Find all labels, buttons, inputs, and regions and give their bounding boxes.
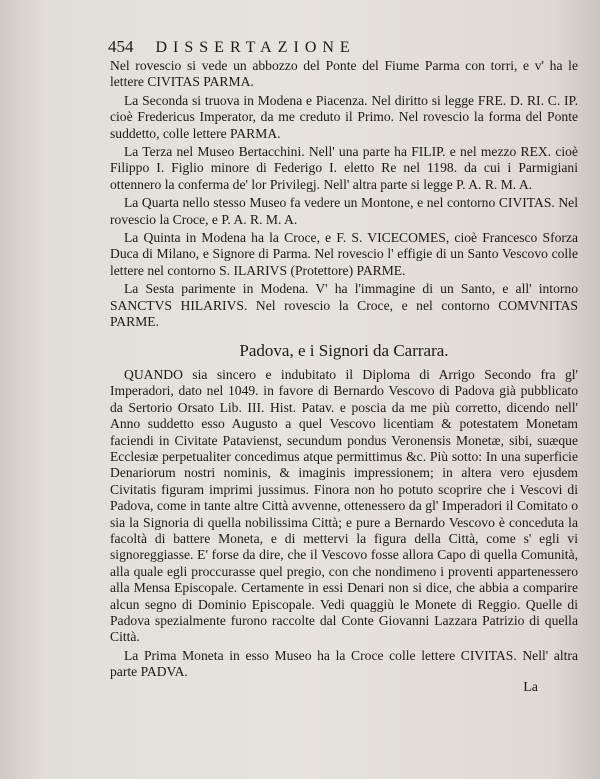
paragraph: La Sesta parimente in Modena. V' ha l'immagine di un Santo, e all' intorno SANCTVS HILARIVS. Nel rovescio la Croce, e nel contorno COMVNITAS PARME. (110, 281, 578, 330)
paragraph: La Seconda si truova in Modena e Piacenza. Nel diritto si legge FRE. D. RI. C. IP. cioè Fredericus Imperator, da me creduto il Primo. Nel rovescio la forma del Ponte suddetto, colle lettere PARMA. (110, 92, 578, 141)
section-title: Padova, e i Signori da Carrara. (239, 340, 449, 360)
paragraph: Nel rovescio si vede un abbozzo del Ponte del Fiume Parma con torri, e v' ha le lettere CIVITAS PARMA. (110, 58, 578, 90)
running-title: DISSERTAZIONE (155, 39, 356, 56)
paragraph: La Prima Moneta in esso Museo ha la Croce colle lettere CIVITAS. Nell' altra parte PADVA. (110, 647, 578, 680)
page-header (108, 37, 568, 59)
page-number: 454 (108, 37, 134, 56)
body-text (110, 58, 578, 683)
paragraph: La Terza nel Museo Bertacchini. Nell' una parte ha FILIP. e nel mezzo REX. cioè Filippo I. Figlio minore di Federigo I. eletto Re nel 1198. da cui i Parmigiani ottennero la conferma de' lor Privilegj. Nell' altra parte si legge P. A. R. M. A. (110, 144, 578, 192)
paragraph: La Quarta nello stesso Museo fa vedere un Montone, e nel contorno CIVITAS. Nel rovescio la Croce, e P. A. R. M. A. (110, 195, 578, 227)
catchword: La (523, 680, 538, 695)
paragraph: La Quinta in Modena ha la Croce, e F. S. VICECOMES, cioè Francesco Sforza Duca di Milano, e Signore di Parma. Nel rovescio l' effigie di un Santo Vescovo colle lettere nel contorno S. ILARIVS (Protettore) PARME. (110, 230, 578, 278)
paragraph: QUANDO sia sincero e indubitato il Diploma di Arrigo Secondo fra gl' Imperadori, dato nel 1049. in favore di Bernardo Vescovo di Padova già pubblicato da Sertorio Orsato Lib. III. Hist. Patav. e poscia da me più corretto, dicendo nell' Anno suddetto esso Augusto a quel Vescovo licentiam & potestatem Monetam faciendi in Civitate Patavienst, secundum pondus Veronensis Monetæ, sibi, suæque Ecclesiæ perpetualiter concedimus atque permittimus &c. Più sotto: In una superficie Denariorum nostri nominis, & imaginis impressionem; in altera vero ejusdem Civitatis figuram imprimi jussimus. Finora non ho potuto scoprire che i Vescovi di Padova, come in tante altre Città avvenne, ottenessero da gl' Imperadori il Comitato o sia la Signoria di quella nobilissima Città; e pure a Bernardo Vescovo è conceduta la facoltà di battere Moneta, e di mettervi la figura della Città, come s' egli vi signoreggiasse. E' forse da dire, che il Vescovo fosse allora Capo di quella Comunità, alla quale egli proccurasse quel pregio, con che nondimeno i proventi appartenessero alla Mensa Episcopale. Certamente in essi Denari non si dice, che abbia a comparire alcun segno di Dominio Episcopale. Vedi quaggiù le Monete di Reggio. Quelle di Padova spezialmente furono raccolte dal Conte Giovanni Lazzara Patrizio di quella Città. (110, 366, 578, 645)
